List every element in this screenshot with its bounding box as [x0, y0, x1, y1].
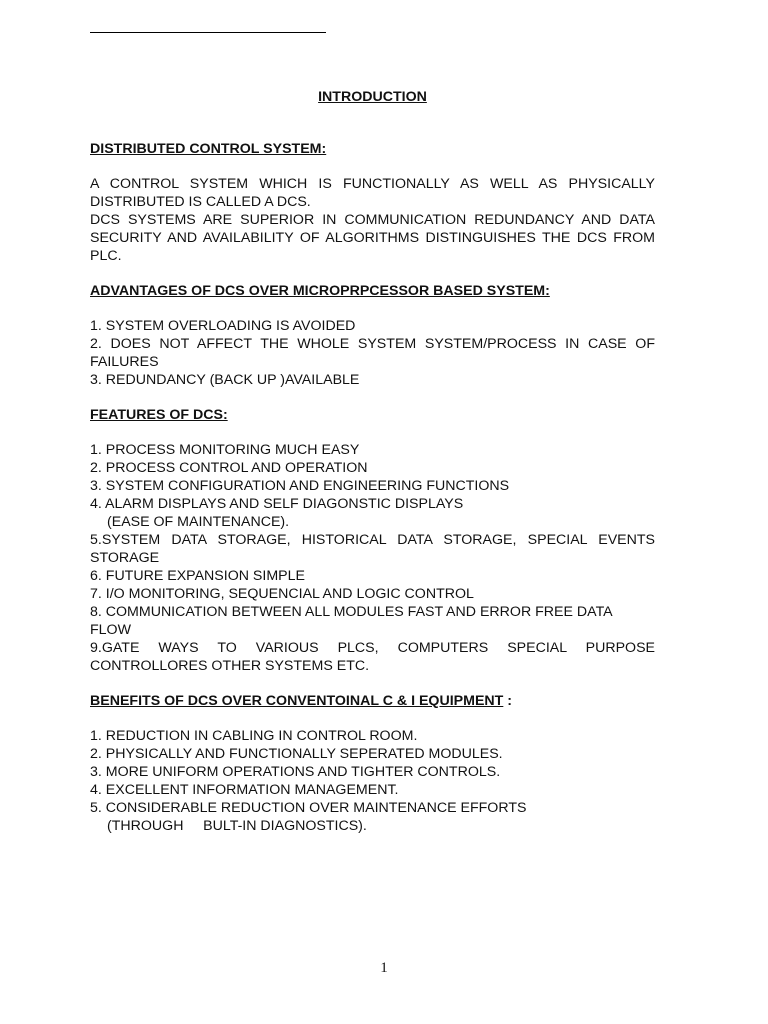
list-item: 4. ALARM DISPLAYS AND SELF DIAGONSTIC DISPLAYS [90, 496, 464, 512]
dcs-section [90, 175, 655, 265]
list-item: 6. FUTURE EXPANSION SIMPLE [90, 568, 305, 584]
list-item: 5.SYSTEM DATA STORAGE, HISTORICAL DATA STORAGE, SPECIAL EVENTS STORAGE [90, 532, 655, 566]
dcs-superiority: DCS SYSTEMS ARE SUPERIOR IN COMMUNICATION REDUNDANCY AND DATA SECURITY AND AVAILABILITY OF ALGORITHMS DISTINGUISHES THE DCS FROM PLC. [90, 212, 655, 264]
document-body [90, 88, 655, 852]
page-title: INTRODUCTION [318, 89, 427, 105]
list-item: 2. PHYSICALLY AND FUNCTIONALLY SEPERATED MODULES. [90, 746, 503, 762]
features-heading: FEATURES OF DCS: [90, 407, 228, 423]
list-item: (THROUGH BULT-IN DIAGNOSTICS). [107, 818, 367, 834]
list-item: 3. MORE UNIFORM OPERATIONS AND TIGHTER CONTROLS. [90, 764, 501, 780]
page-number: 1 [380, 960, 388, 976]
list-item: 2. PROCESS CONTROL AND OPERATION [90, 460, 368, 476]
list-item: 8. COMMUNICATION BETWEEN ALL MODULES FAST AND ERROR FREE DATA FLOW [90, 604, 612, 638]
list-item: (EASE OF MAINTENANCE). [107, 514, 290, 530]
header-rule [90, 32, 326, 33]
features-list [90, 441, 655, 675]
list-item: 5. CONSIDERABLE REDUCTION OVER MAINTENANCE EFFORTS [90, 800, 527, 816]
dcs-definition: A CONTROL SYSTEM WHICH IS FUNCTIONALLY AS WELL AS PHYSICALLY DISTRIBUTED IS CALLED A DCS. [90, 176, 655, 210]
advantages-heading: ADVANTAGES OF DCS OVER MICROPRPCESSOR BASED SYSTEM: [90, 283, 550, 299]
benefits-heading: BENEFITS OF DCS OVER CONVENTOINAL C & I EQUIPMENT : [90, 693, 512, 709]
benefits-list [90, 727, 655, 835]
list-item: 9.GATE WAYS TO VARIOUS PLCS, COMPUTERS SPECIAL PURPOSE CONTROLLORES OTHER SYSTEMS ETC. [90, 640, 655, 674]
list-item: 1. SYSTEM OVERLOADING IS AVOIDED [90, 318, 356, 334]
list-item: 1. REDUCTION IN CABLING IN CONTROL ROOM. [90, 728, 418, 744]
list-item: 4. EXCELLENT INFORMATION MANAGEMENT. [90, 782, 399, 798]
list-item: 1. PROCESS MONITORING MUCH EASY [90, 442, 360, 458]
list-item: 3. SYSTEM CONFIGURATION AND ENGINEERING FUNCTIONS [90, 478, 510, 494]
dcs-heading: DISTRIBUTED CONTROL SYSTEM: [90, 141, 327, 157]
list-item: 3. REDUNDANCY (BACK UP )AVAILABLE [90, 372, 360, 388]
advantages-list [90, 317, 655, 389]
list-item: 2. DOES NOT AFFECT THE WHOLE SYSTEM SYSTEM/PROCESS IN CASE OF FAILURES [90, 336, 655, 370]
list-item: 7. I/O MONITORING, SEQUENCIAL AND LOGIC CONTROL [90, 586, 474, 602]
